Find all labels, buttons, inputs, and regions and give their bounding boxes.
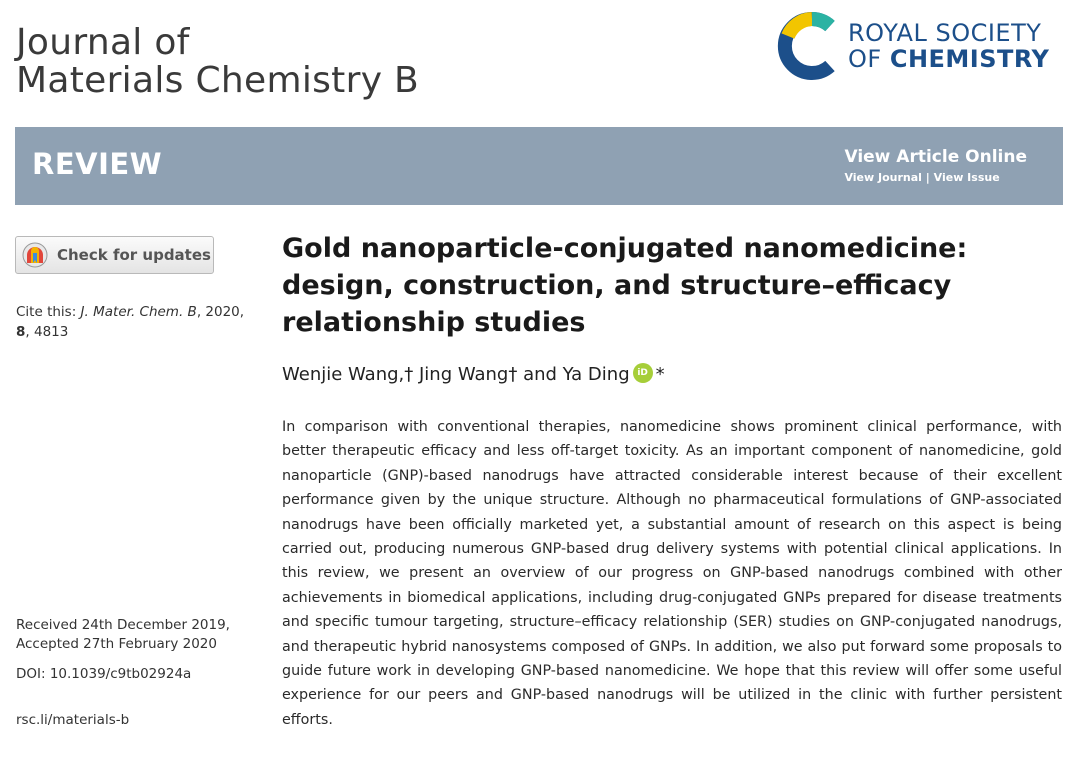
rsc-wordmark-prefix: OF <box>848 45 890 73</box>
article-dates <box>16 616 256 654</box>
journal-title-line1: Journal of <box>16 22 190 63</box>
cite-volume: 8 <box>16 324 26 340</box>
link-separator: | <box>921 171 934 184</box>
cite-journal: J. Mater. Chem. B <box>80 304 197 320</box>
rsc-wordmark-bold: CHEMISTRY <box>889 45 1050 73</box>
cite-year: , 2020, <box>196 304 245 320</box>
check-for-updates-label: Check for updates <box>57 246 211 264</box>
accepted-date: Accepted 27th February 2020 <box>16 636 217 652</box>
rsc-logo[interactable] <box>772 6 1072 86</box>
rsc-wordmark-line1: ROYAL SOCIETY <box>848 19 1042 47</box>
view-links <box>844 171 1027 184</box>
journal-title-line2: Materials Chemistry B <box>16 60 420 101</box>
article-title: Gold nanoparticle-conjugated nanomedicine: design, construction, and structure–efficacy relationship studies <box>282 233 968 338</box>
crossmark-icon <box>21 241 49 269</box>
orcid-icon[interactable]: iD <box>633 363 653 383</box>
cite-pages: , 4813 <box>25 324 69 340</box>
received-date: Received 24th December 2019, <box>16 617 230 633</box>
corresponding-author-star: * <box>655 364 665 385</box>
check-for-updates-button[interactable] <box>15 236 214 274</box>
citation-info <box>16 302 256 342</box>
rsc-c-logo-icon <box>772 6 848 86</box>
cite-prefix: Cite this: <box>16 304 81 320</box>
doi[interactable]: DOI: 10.1039/c9tb02924a <box>16 666 192 682</box>
rsc-wordmark <box>848 20 1049 72</box>
article-type-banner <box>15 127 1063 205</box>
view-issue-link[interactable]: View Issue <box>933 171 1000 184</box>
author-line <box>282 364 665 385</box>
banner-links <box>844 147 1027 184</box>
rsc-short-link[interactable]: rsc.li/materials-b <box>16 712 130 728</box>
view-article-online-link[interactable]: View Article Online <box>844 147 1027 167</box>
rsc-wordmark-line2 <box>848 46 1049 72</box>
article-type-label: REVIEW <box>32 147 163 181</box>
author-names: Wenjie Wang,† Jing Wang† and Ya Ding <box>282 364 630 385</box>
abstract: In comparison with conventional therapies, nanomedicine shows prominent clinical performance, with better therapeutic efficacy and less off-target toxicity. As an important component of nanomedicine, gold nanoparticle (GNP)-based nanodrugs have attracted considerable interest because of their excellent performance given by the unique structure. Although no pharmaceutical formulations of GNP-associated nanodrugs have been officially marketed yet, a substantial amount of research on this aspect is being carried out, producing numerous GNP-based drug delivery systems with potential clinical applications. In this review, we present an overview of our progress on GNP-based nanodrugs combined with other achievements in biomedical applications, including drug-conjugated GNPs prepared for disease treatments and specific tumour targeting, structure–efficacy relationship (SER) studies on GNP-conjugated nanodrugs, and therapeutic hybrid nanosystems composed of GNPs. In addition, we also put forward some proposals to guide future work in developing GNP-based nanomedicine. We hope that this review will offer some useful experience for our peers and GNP-based nanodrugs will be utilized in the clinic with further persistent efforts. <box>282 419 1062 728</box>
journal-title <box>16 24 419 100</box>
view-journal-link[interactable]: View Journal <box>844 171 922 184</box>
